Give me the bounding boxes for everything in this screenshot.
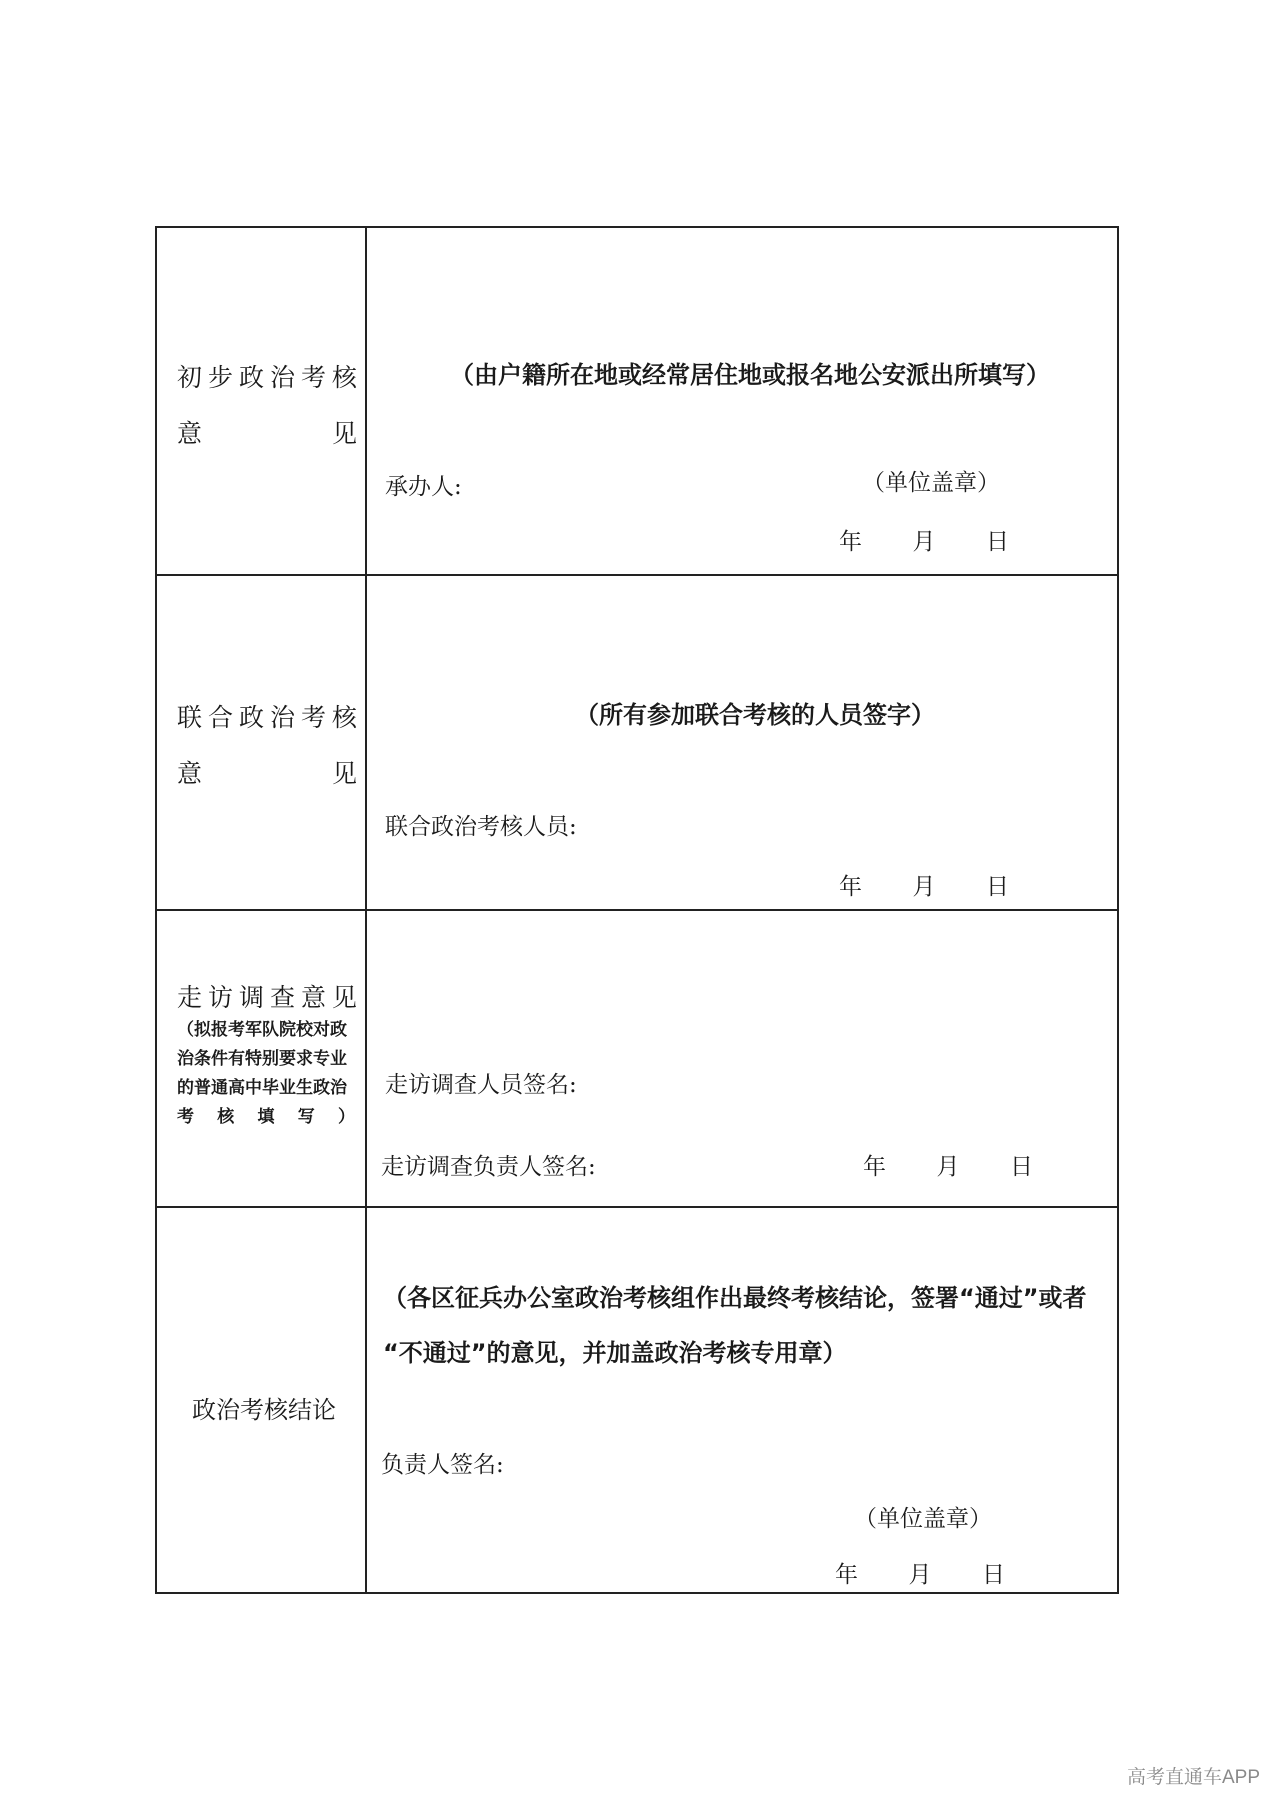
conclusion-seal-label: （单位盖章） <box>854 1506 992 1532</box>
visit-signer-label: 走访调查人员签名: <box>385 1072 577 1098</box>
visit-leader-label: 走访调查负责人签名: <box>381 1154 596 1180</box>
visit-date: 年 月 日 <box>863 1154 1033 1180</box>
preliminary-instruction: （由户籍所在地或经常居住地或报名地公安派出所填写） <box>450 361 1050 389</box>
conclusion-date: 年 月 日 <box>835 1562 1005 1588</box>
joint-members-label: 联合政治考核人员: <box>385 814 577 840</box>
unit-seal-label: （单位盖章） <box>862 470 1000 496</box>
row-divider <box>157 1206 1117 1208</box>
conclusion-instruction-line2: “不通过”的意见，并加盖政治考核专用章） <box>383 1339 847 1367</box>
joint-date: 年 月 日 <box>839 874 1009 900</box>
handler-label: 承办人: <box>385 474 462 500</box>
conclusion-instruction-line1: （各区征兵办公室政治考核组作出最终考核结论，签署“通过”或者 <box>383 1284 1087 1312</box>
watermark: 高考直通车APP <box>1126 1767 1260 1788</box>
conclusion-leader-label: 负责人签名: <box>381 1452 504 1478</box>
conclusion-label: 政治考核结论 <box>192 1396 336 1424</box>
visit-note: （拟报考军队院校对政 治条件有特别要求专业 的普通高中毕业生政治 考 核 填 写 ） <box>177 1020 355 1127</box>
row-divider <box>157 574 1117 576</box>
preliminary-review-label: 初 步 政 治 考 核 意 见 <box>177 363 357 448</box>
joint-review-label: 联 合 政 治 考 核 意 见 <box>177 703 357 788</box>
preliminary-date: 年 月 日 <box>839 529 1009 555</box>
joint-instruction: （所有参加联合考核的人员签字） <box>575 701 935 729</box>
row-divider <box>157 909 1117 911</box>
political-review-form-table <box>155 226 1119 1594</box>
visit-review-label: 走 访 调 查 意 见 （拟报考军队院校对政 治条件有特别要求专业 的普通高中毕业生政治 考 核 填 写 ） <box>177 978 357 1132</box>
